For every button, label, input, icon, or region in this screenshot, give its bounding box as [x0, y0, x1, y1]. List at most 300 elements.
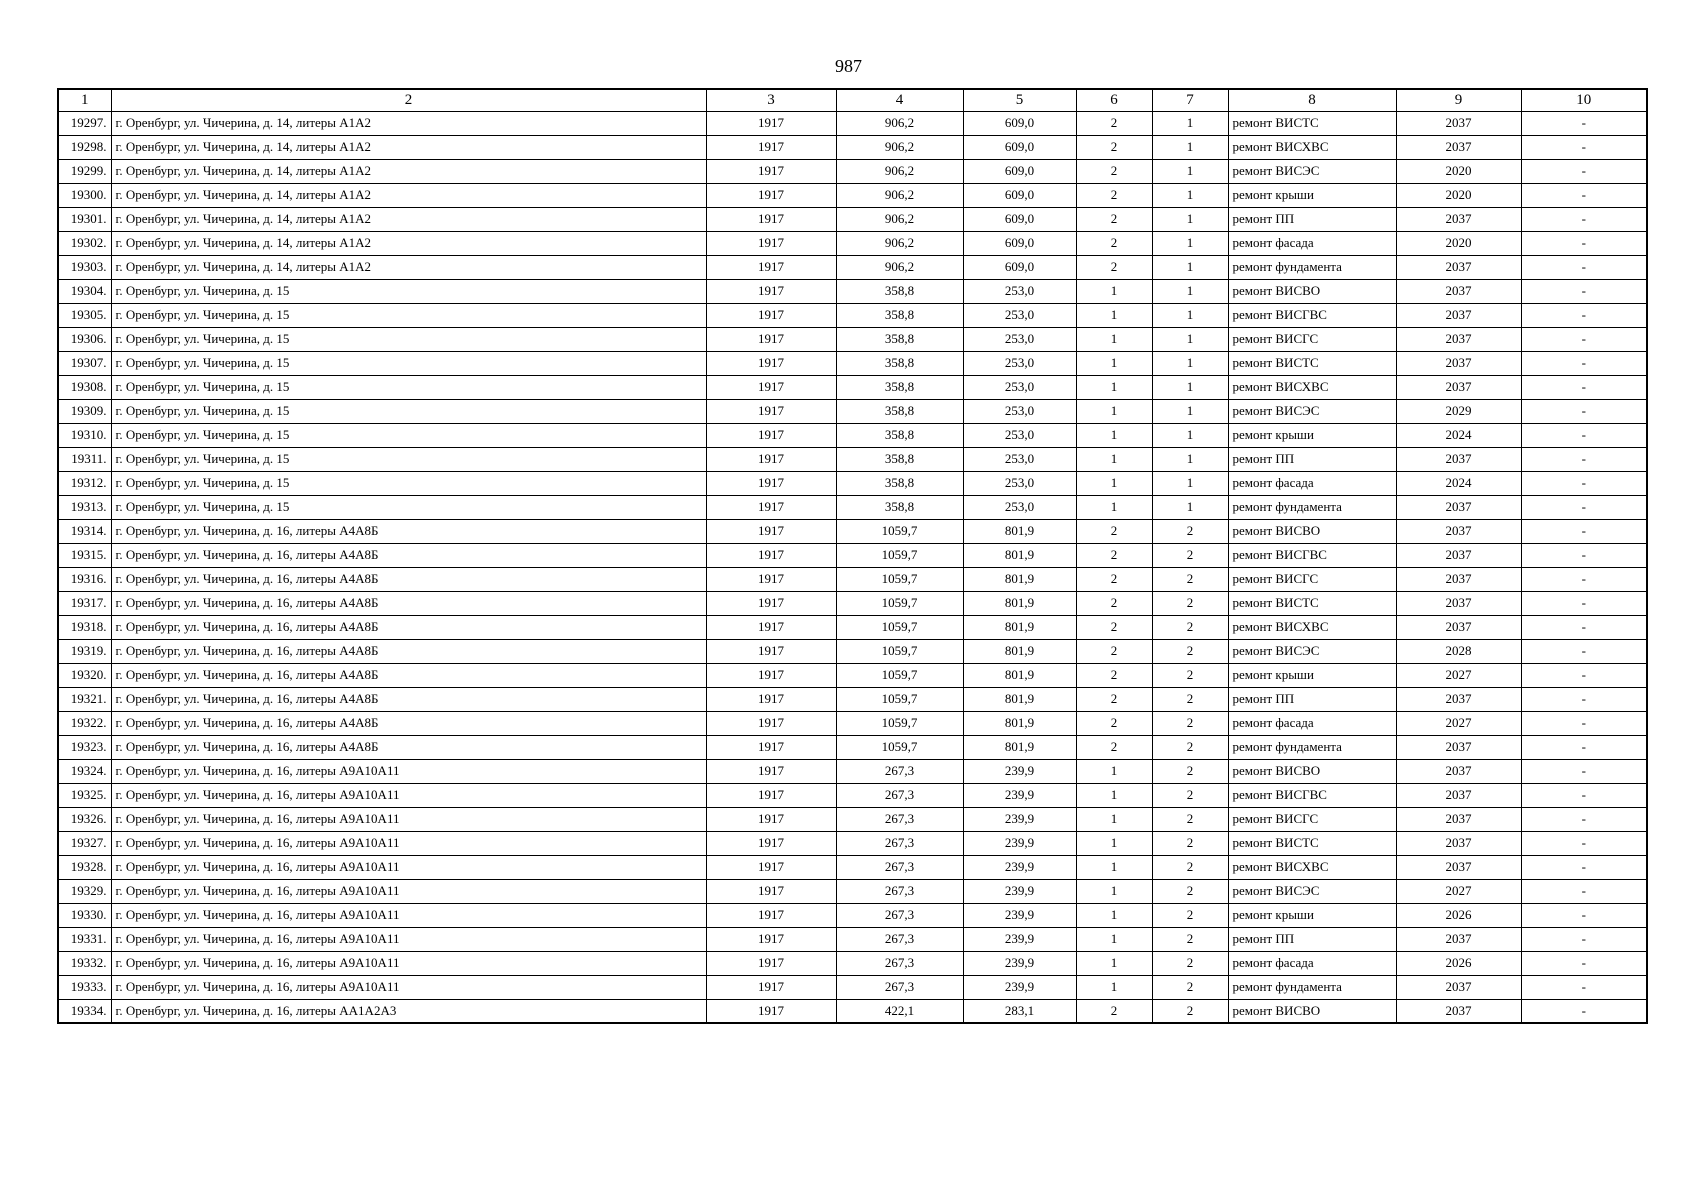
cell-entrances: 2 [1152, 591, 1228, 615]
cell-total-area: 267,3 [836, 951, 963, 975]
cell-planned-year: 2037 [1396, 927, 1521, 951]
cell-address: г. Оренбург, ул. Чичерина, д. 15 [111, 423, 706, 447]
cell-total-area: 1059,7 [836, 687, 963, 711]
cell-total-area: 422,1 [836, 999, 963, 1023]
cell-floors: 1 [1076, 375, 1152, 399]
cell-living-area: 253,0 [963, 375, 1076, 399]
cell-total-area: 906,2 [836, 231, 963, 255]
cell-floors: 2 [1076, 231, 1152, 255]
cell-entrances: 2 [1152, 519, 1228, 543]
table-row [58, 543, 1647, 567]
cell-floors: 2 [1076, 543, 1152, 567]
cell-total-area: 1059,7 [836, 543, 963, 567]
cell-planned-year: 2020 [1396, 231, 1521, 255]
cell-row-number: 19329. [58, 879, 111, 903]
cell-entrances: 1 [1152, 423, 1228, 447]
cell-row-number: 19307. [58, 351, 111, 375]
cell-floors: 1 [1076, 855, 1152, 879]
cell-floors: 1 [1076, 807, 1152, 831]
cell-year-built: 1917 [706, 519, 836, 543]
cell-entrances: 2 [1152, 663, 1228, 687]
cell-living-area: 239,9 [963, 807, 1076, 831]
table-row [58, 351, 1647, 375]
cell-planned-year: 2037 [1396, 759, 1521, 783]
cell-address: г. Оренбург, ул. Чичерина, д. 16, литеры А4А8Б [111, 663, 706, 687]
cell-total-area: 1059,7 [836, 519, 963, 543]
cell-entrances: 2 [1152, 711, 1228, 735]
cell-row-number: 19304. [58, 279, 111, 303]
cell-address: г. Оренбург, ул. Чичерина, д. 15 [111, 399, 706, 423]
cell-planned-year: 2037 [1396, 807, 1521, 831]
cell-entrances: 2 [1152, 927, 1228, 951]
cell-entrances: 1 [1152, 375, 1228, 399]
cell-planned-year: 2037 [1396, 303, 1521, 327]
cell-year-built: 1917 [706, 159, 836, 183]
cell-floors: 1 [1076, 783, 1152, 807]
cell-address: г. Оренбург, ул. Чичерина, д. 16, литеры А4А8Б [111, 519, 706, 543]
cell-floors: 2 [1076, 255, 1152, 279]
cell-total-area: 267,3 [836, 783, 963, 807]
cell-entrances: 1 [1152, 399, 1228, 423]
cell-total-area: 906,2 [836, 159, 963, 183]
cell-work-type: ремонт ВИСГС [1228, 807, 1396, 831]
cell-work-type: ремонт фасада [1228, 711, 1396, 735]
cell-work-type: ремонт крыши [1228, 423, 1396, 447]
cell-note: - [1521, 591, 1647, 615]
cell-floors: 1 [1076, 495, 1152, 519]
cell-entrances: 2 [1152, 855, 1228, 879]
cell-note: - [1521, 423, 1647, 447]
cell-row-number: 19324. [58, 759, 111, 783]
cell-address: г. Оренбург, ул. Чичерина, д. 16, литеры А9А10А11 [111, 855, 706, 879]
cell-row-number: 19313. [58, 495, 111, 519]
cell-note: - [1521, 519, 1647, 543]
cell-work-type: ремонт фундамента [1228, 975, 1396, 999]
page-number: 987 [835, 56, 862, 76]
cell-total-area: 267,3 [836, 903, 963, 927]
cell-planned-year: 2027 [1396, 879, 1521, 903]
table-row [58, 495, 1647, 519]
cell-floors: 2 [1076, 183, 1152, 207]
cell-planned-year: 2037 [1396, 375, 1521, 399]
cell-floors: 1 [1076, 471, 1152, 495]
cell-entrances: 1 [1152, 471, 1228, 495]
table-row [58, 783, 1647, 807]
cell-total-area: 1059,7 [836, 711, 963, 735]
cell-row-number: 19301. [58, 207, 111, 231]
cell-address: г. Оренбург, ул. Чичерина, д. 16, литеры А9А10А11 [111, 783, 706, 807]
cell-row-number: 19312. [58, 471, 111, 495]
cell-row-number: 19299. [58, 159, 111, 183]
cell-year-built: 1917 [706, 255, 836, 279]
cell-entrances: 2 [1152, 687, 1228, 711]
column-header-3: 3 [706, 89, 836, 111]
cell-living-area: 239,9 [963, 879, 1076, 903]
table-row [58, 519, 1647, 543]
cell-living-area: 609,0 [963, 135, 1076, 159]
cell-note: - [1521, 879, 1647, 903]
cell-floors: 2 [1076, 591, 1152, 615]
cell-planned-year: 2037 [1396, 687, 1521, 711]
cell-address: г. Оренбург, ул. Чичерина, д. 16, литеры А4А8Б [111, 567, 706, 591]
table-row [58, 279, 1647, 303]
cell-planned-year: 2028 [1396, 639, 1521, 663]
cell-total-area: 906,2 [836, 111, 963, 135]
cell-work-type: ремонт ВИСЭС [1228, 639, 1396, 663]
cell-note: - [1521, 183, 1647, 207]
cell-work-type: ремонт фундамента [1228, 735, 1396, 759]
cell-note: - [1521, 687, 1647, 711]
table-header-row [58, 89, 1647, 111]
cell-living-area: 253,0 [963, 327, 1076, 351]
table-row [58, 423, 1647, 447]
cell-living-area: 239,9 [963, 975, 1076, 999]
cell-note: - [1521, 639, 1647, 663]
cell-floors: 2 [1076, 159, 1152, 183]
cell-floors: 1 [1076, 927, 1152, 951]
cell-work-type: ремонт ВИСТС [1228, 111, 1396, 135]
cell-address: г. Оренбург, ул. Чичерина, д. 16, литеры А4А8Б [111, 711, 706, 735]
column-header-8: 8 [1228, 89, 1396, 111]
cell-work-type: ремонт ПП [1228, 927, 1396, 951]
cell-planned-year: 2037 [1396, 495, 1521, 519]
cell-year-built: 1917 [706, 207, 836, 231]
cell-living-area: 253,0 [963, 279, 1076, 303]
cell-entrances: 2 [1152, 543, 1228, 567]
cell-living-area: 801,9 [963, 519, 1076, 543]
cell-floors: 1 [1076, 423, 1152, 447]
cell-living-area: 609,0 [963, 255, 1076, 279]
cell-work-type: ремонт ВИСХВС [1228, 855, 1396, 879]
cell-work-type: ремонт ВИСВО [1228, 759, 1396, 783]
table-row [58, 303, 1647, 327]
cell-address: г. Оренбург, ул. Чичерина, д. 14, литеры А1А2 [111, 135, 706, 159]
cell-total-area: 1059,7 [836, 639, 963, 663]
cell-total-area: 267,3 [836, 759, 963, 783]
cell-entrances: 1 [1152, 327, 1228, 351]
cell-work-type: ремонт ВИСГВС [1228, 303, 1396, 327]
cell-address: г. Оренбург, ул. Чичерина, д. 16, литеры А9А10А11 [111, 879, 706, 903]
cell-year-built: 1917 [706, 423, 836, 447]
cell-row-number: 19309. [58, 399, 111, 423]
cell-row-number: 19322. [58, 711, 111, 735]
cell-entrances: 2 [1152, 567, 1228, 591]
cell-row-number: 19319. [58, 639, 111, 663]
cell-address: г. Оренбург, ул. Чичерина, д. 16, литеры А9А10А11 [111, 759, 706, 783]
cell-living-area: 801,9 [963, 639, 1076, 663]
cell-floors: 2 [1076, 687, 1152, 711]
table-row [58, 759, 1647, 783]
cell-work-type: ремонт ВИСТС [1228, 591, 1396, 615]
cell-living-area: 801,9 [963, 567, 1076, 591]
table-row [58, 951, 1647, 975]
cell-floors: 2 [1076, 135, 1152, 159]
cell-row-number: 19334. [58, 999, 111, 1023]
cell-note: - [1521, 495, 1647, 519]
cell-work-type: ремонт ВИСГС [1228, 327, 1396, 351]
cell-address: г. Оренбург, ул. Чичерина, д. 16, литеры А4А8Б [111, 639, 706, 663]
cell-note: - [1521, 711, 1647, 735]
cell-year-built: 1917 [706, 903, 836, 927]
cell-row-number: 19300. [58, 183, 111, 207]
cell-total-area: 906,2 [836, 183, 963, 207]
cell-address: г. Оренбург, ул. Чичерина, д. 14, литеры А1А2 [111, 255, 706, 279]
cell-year-built: 1917 [706, 759, 836, 783]
table-row [58, 567, 1647, 591]
cell-living-area: 609,0 [963, 111, 1076, 135]
cell-living-area: 239,9 [963, 927, 1076, 951]
cell-row-number: 19323. [58, 735, 111, 759]
cell-planned-year: 2020 [1396, 159, 1521, 183]
cell-work-type: ремонт ПП [1228, 687, 1396, 711]
cell-work-type: ремонт ВИСХВС [1228, 615, 1396, 639]
cell-row-number: 19314. [58, 519, 111, 543]
cell-entrances: 2 [1152, 807, 1228, 831]
cell-planned-year: 2037 [1396, 999, 1521, 1023]
cell-work-type: ремонт ВИСТС [1228, 831, 1396, 855]
cell-work-type: ремонт крыши [1228, 903, 1396, 927]
cell-living-area: 801,9 [963, 615, 1076, 639]
cell-note: - [1521, 399, 1647, 423]
cell-planned-year: 2037 [1396, 447, 1521, 471]
column-header-4: 4 [836, 89, 963, 111]
cell-floors: 1 [1076, 975, 1152, 999]
cell-row-number: 19310. [58, 423, 111, 447]
cell-address: г. Оренбург, ул. Чичерина, д. 16, литеры А9А10А11 [111, 951, 706, 975]
cell-total-area: 1059,7 [836, 735, 963, 759]
cell-note: - [1521, 567, 1647, 591]
cell-floors: 1 [1076, 879, 1152, 903]
cell-address: г. Оренбург, ул. Чичерина, д. 15 [111, 495, 706, 519]
cell-total-area: 358,8 [836, 471, 963, 495]
cell-total-area: 1059,7 [836, 567, 963, 591]
table-row [58, 207, 1647, 231]
cell-year-built: 1917 [706, 615, 836, 639]
cell-planned-year: 2020 [1396, 183, 1521, 207]
cell-planned-year: 2037 [1396, 783, 1521, 807]
cell-work-type: ремонт ВИСЭС [1228, 159, 1396, 183]
cell-year-built: 1917 [706, 231, 836, 255]
cell-entrances: 2 [1152, 735, 1228, 759]
cell-note: - [1521, 303, 1647, 327]
cell-address: г. Оренбург, ул. Чичерина, д. 15 [111, 447, 706, 471]
cell-entrances: 2 [1152, 951, 1228, 975]
cell-year-built: 1917 [706, 351, 836, 375]
cell-total-area: 267,3 [836, 855, 963, 879]
cell-year-built: 1917 [706, 663, 836, 687]
cell-planned-year: 2024 [1396, 471, 1521, 495]
cell-address: г. Оренбург, ул. Чичерина, д. 16, литеры А9А10А11 [111, 831, 706, 855]
cell-living-area: 239,9 [963, 903, 1076, 927]
cell-year-built: 1917 [706, 687, 836, 711]
cell-planned-year: 2027 [1396, 663, 1521, 687]
cell-address: г. Оренбург, ул. Чичерина, д. 16, литеры А4А8Б [111, 735, 706, 759]
table-row [58, 927, 1647, 951]
cell-year-built: 1917 [706, 855, 836, 879]
cell-planned-year: 2037 [1396, 615, 1521, 639]
cell-row-number: 19327. [58, 831, 111, 855]
cell-work-type: ремонт ВИСВО [1228, 279, 1396, 303]
cell-entrances: 2 [1152, 903, 1228, 927]
cell-total-area: 358,8 [836, 327, 963, 351]
cell-year-built: 1917 [706, 495, 836, 519]
table-row [58, 879, 1647, 903]
cell-floors: 2 [1076, 735, 1152, 759]
cell-year-built: 1917 [706, 111, 836, 135]
column-header-9: 9 [1396, 89, 1521, 111]
cell-living-area: 253,0 [963, 471, 1076, 495]
cell-floors: 1 [1076, 303, 1152, 327]
table-row [58, 615, 1647, 639]
cell-note: - [1521, 447, 1647, 471]
cell-year-built: 1917 [706, 567, 836, 591]
cell-row-number: 19305. [58, 303, 111, 327]
cell-note: - [1521, 927, 1647, 951]
column-header-1: 1 [58, 89, 111, 111]
cell-planned-year: 2037 [1396, 327, 1521, 351]
cell-work-type: ремонт крыши [1228, 663, 1396, 687]
cell-note: - [1521, 255, 1647, 279]
cell-work-type: ремонт ВИСВО [1228, 999, 1396, 1023]
cell-note: - [1521, 351, 1647, 375]
cell-planned-year: 2037 [1396, 519, 1521, 543]
cell-floors: 1 [1076, 279, 1152, 303]
cell-note: - [1521, 543, 1647, 567]
cell-year-built: 1917 [706, 975, 836, 999]
cell-row-number: 19332. [58, 951, 111, 975]
table-row [58, 159, 1647, 183]
cell-living-area: 239,9 [963, 759, 1076, 783]
cell-total-area: 358,8 [836, 351, 963, 375]
cell-note: - [1521, 975, 1647, 999]
repair-register-table [57, 88, 1648, 1024]
cell-living-area: 801,9 [963, 687, 1076, 711]
cell-planned-year: 2037 [1396, 831, 1521, 855]
cell-entrances: 2 [1152, 975, 1228, 999]
cell-planned-year: 2037 [1396, 855, 1521, 879]
cell-row-number: 19298. [58, 135, 111, 159]
cell-total-area: 267,3 [836, 879, 963, 903]
column-header-6: 6 [1076, 89, 1152, 111]
cell-year-built: 1917 [706, 135, 836, 159]
table-row [58, 807, 1647, 831]
cell-total-area: 267,3 [836, 975, 963, 999]
cell-row-number: 19331. [58, 927, 111, 951]
cell-living-area: 239,9 [963, 831, 1076, 855]
cell-floors: 2 [1076, 519, 1152, 543]
cell-total-area: 358,8 [836, 375, 963, 399]
cell-row-number: 19303. [58, 255, 111, 279]
cell-total-area: 1059,7 [836, 615, 963, 639]
cell-floors: 1 [1076, 327, 1152, 351]
cell-living-area: 253,0 [963, 423, 1076, 447]
cell-note: - [1521, 375, 1647, 399]
cell-entrances: 2 [1152, 615, 1228, 639]
cell-total-area: 906,2 [836, 135, 963, 159]
cell-work-type: ремонт ВИСГВС [1228, 543, 1396, 567]
table-row [58, 255, 1647, 279]
cell-address: г. Оренбург, ул. Чичерина, д. 16, литеры А9А10А11 [111, 807, 706, 831]
cell-year-built: 1917 [706, 183, 836, 207]
cell-work-type: ремонт фасада [1228, 231, 1396, 255]
cell-row-number: 19308. [58, 375, 111, 399]
table-row [58, 471, 1647, 495]
cell-total-area: 267,3 [836, 807, 963, 831]
cell-living-area: 801,9 [963, 735, 1076, 759]
cell-note: - [1521, 135, 1647, 159]
cell-entrances: 1 [1152, 447, 1228, 471]
cell-address: г. Оренбург, ул. Чичерина, д. 16, литеры А4А8Б [111, 543, 706, 567]
cell-living-area: 253,0 [963, 399, 1076, 423]
cell-row-number: 19317. [58, 591, 111, 615]
table-row [58, 375, 1647, 399]
table-row [58, 111, 1647, 135]
cell-year-built: 1917 [706, 375, 836, 399]
cell-row-number: 19326. [58, 807, 111, 831]
cell-planned-year: 2037 [1396, 735, 1521, 759]
cell-living-area: 801,9 [963, 543, 1076, 567]
cell-living-area: 239,9 [963, 855, 1076, 879]
cell-year-built: 1917 [706, 735, 836, 759]
cell-living-area: 253,0 [963, 303, 1076, 327]
cell-living-area: 253,0 [963, 495, 1076, 519]
cell-row-number: 19325. [58, 783, 111, 807]
cell-planned-year: 2037 [1396, 351, 1521, 375]
cell-entrances: 2 [1152, 879, 1228, 903]
cell-floors: 2 [1076, 567, 1152, 591]
cell-total-area: 358,8 [836, 447, 963, 471]
cell-planned-year: 2037 [1396, 591, 1521, 615]
cell-entrances: 1 [1152, 159, 1228, 183]
table-body [58, 111, 1647, 1023]
cell-total-area: 358,8 [836, 495, 963, 519]
cell-planned-year: 2037 [1396, 567, 1521, 591]
cell-total-area: 1059,7 [836, 591, 963, 615]
cell-living-area: 609,0 [963, 207, 1076, 231]
table-row [58, 663, 1647, 687]
table-row [58, 831, 1647, 855]
cell-address: г. Оренбург, ул. Чичерина, д. 15 [111, 375, 706, 399]
cell-living-area: 239,9 [963, 783, 1076, 807]
cell-living-area: 283,1 [963, 999, 1076, 1023]
cell-floors: 1 [1076, 951, 1152, 975]
cell-living-area: 253,0 [963, 351, 1076, 375]
cell-total-area: 358,8 [836, 303, 963, 327]
cell-row-number: 19328. [58, 855, 111, 879]
cell-floors: 2 [1076, 663, 1152, 687]
cell-living-area: 801,9 [963, 591, 1076, 615]
cell-address: г. Оренбург, ул. Чичерина, д. 16, литеры А9А10А11 [111, 975, 706, 999]
table-row [58, 447, 1647, 471]
cell-address: г. Оренбург, ул. Чичерина, д. 16, литеры А4А8Б [111, 687, 706, 711]
cell-total-area: 358,8 [836, 399, 963, 423]
table-row [58, 855, 1647, 879]
cell-year-built: 1917 [706, 639, 836, 663]
cell-planned-year: 2037 [1396, 135, 1521, 159]
cell-note: - [1521, 807, 1647, 831]
cell-planned-year: 2037 [1396, 255, 1521, 279]
table-row [58, 711, 1647, 735]
cell-planned-year: 2037 [1396, 111, 1521, 135]
cell-row-number: 19321. [58, 687, 111, 711]
table-row [58, 639, 1647, 663]
cell-address: г. Оренбург, ул. Чичерина, д. 16, литеры А4А8Б [111, 615, 706, 639]
cell-address: г. Оренбург, ул. Чичерина, д. 14, литеры А1А2 [111, 207, 706, 231]
cell-total-area: 267,3 [836, 927, 963, 951]
cell-floors: 1 [1076, 351, 1152, 375]
cell-total-area: 906,2 [836, 207, 963, 231]
cell-work-type: ремонт фундамента [1228, 255, 1396, 279]
